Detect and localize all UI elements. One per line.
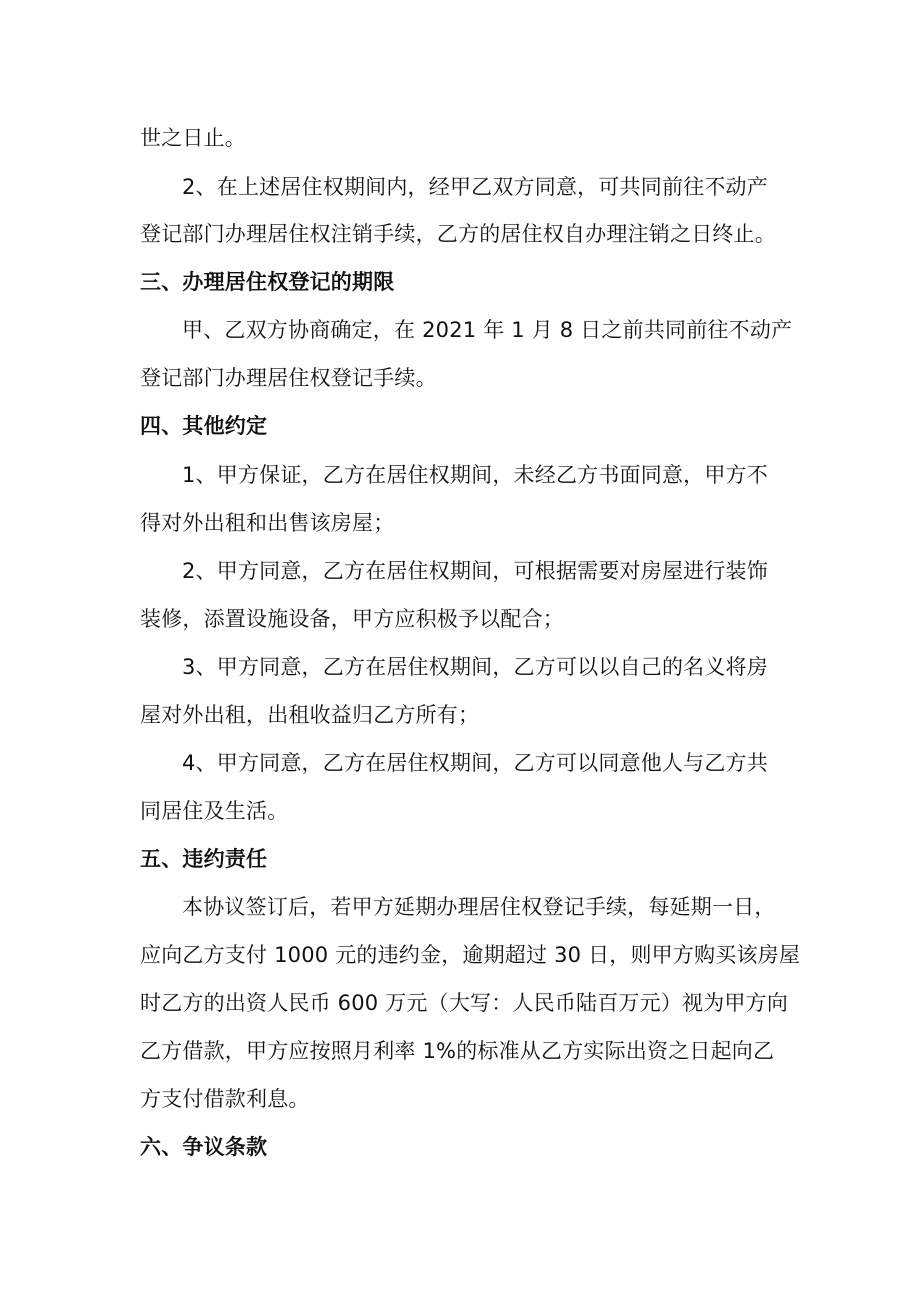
paragraph-line: 乙方借款，甲方应按照月利率 1%的标准从乙方实际出资之日起向乙 (140, 1039, 775, 1063)
paragraph-line: 登记部门办理居住权注销手续，乙方的居住权自办理注销之日终止。 (140, 222, 776, 246)
paragraph-line: 1、甲方保证，乙方在居住权期间，未经乙方书面同意，甲方不 (182, 463, 768, 487)
section-heading: 四、其他约定 (140, 414, 268, 438)
paragraph-line: 2、在上述居住权期间内，经甲乙双方同意，可共同前往不动产 (182, 175, 768, 199)
paragraph-line: 时乙方的出资人民币 600 万元（大写：人民币陆百万元）视为甲方向 (140, 991, 789, 1015)
paragraph-line: 甲、乙双方协商确定，在 2021 年 1 月 8 日之前共同前往不动产 (182, 318, 793, 342)
paragraph-line: 装修，添置设施设备，甲方应积极予以配合； (140, 607, 564, 631)
paragraph-line: 登记部门办理居住权登记手续。 (140, 366, 437, 390)
paragraph-line: 世之日止。 (140, 126, 246, 150)
section-heading: 六、争议条款 (140, 1135, 268, 1159)
paragraph-line: 屋对外出租，出租收益归乙方所有； (140, 703, 480, 727)
paragraph-line: 本协议签订后，若甲方延期办理居住权登记手续，每延期一日， (182, 895, 776, 919)
paragraph-line: 4、甲方同意，乙方在居住权期间，乙方可以同意他人与乙方共 (182, 751, 768, 775)
paragraph-line: 得对外出租和出售该房屋； (140, 511, 395, 535)
section-heading: 五、违约责任 (140, 847, 268, 871)
paragraph-line: 方支付借款利息。 (140, 1087, 310, 1111)
paragraph-line: 3、甲方同意，乙方在居住权期间，乙方可以以自己的名义将房 (182, 655, 768, 679)
paragraph-line: 同居住及生活。 (140, 799, 289, 823)
paragraph-line: 2、甲方同意，乙方在居住权期间，可根据需要对房屋进行装饰 (182, 559, 768, 583)
section-heading: 三、办理居住权登记的期限 (140, 270, 395, 294)
paragraph-line: 应向乙方支付 1000 元的违约金，逾期超过 30 日，则甲方购买该房屋 (140, 943, 801, 967)
